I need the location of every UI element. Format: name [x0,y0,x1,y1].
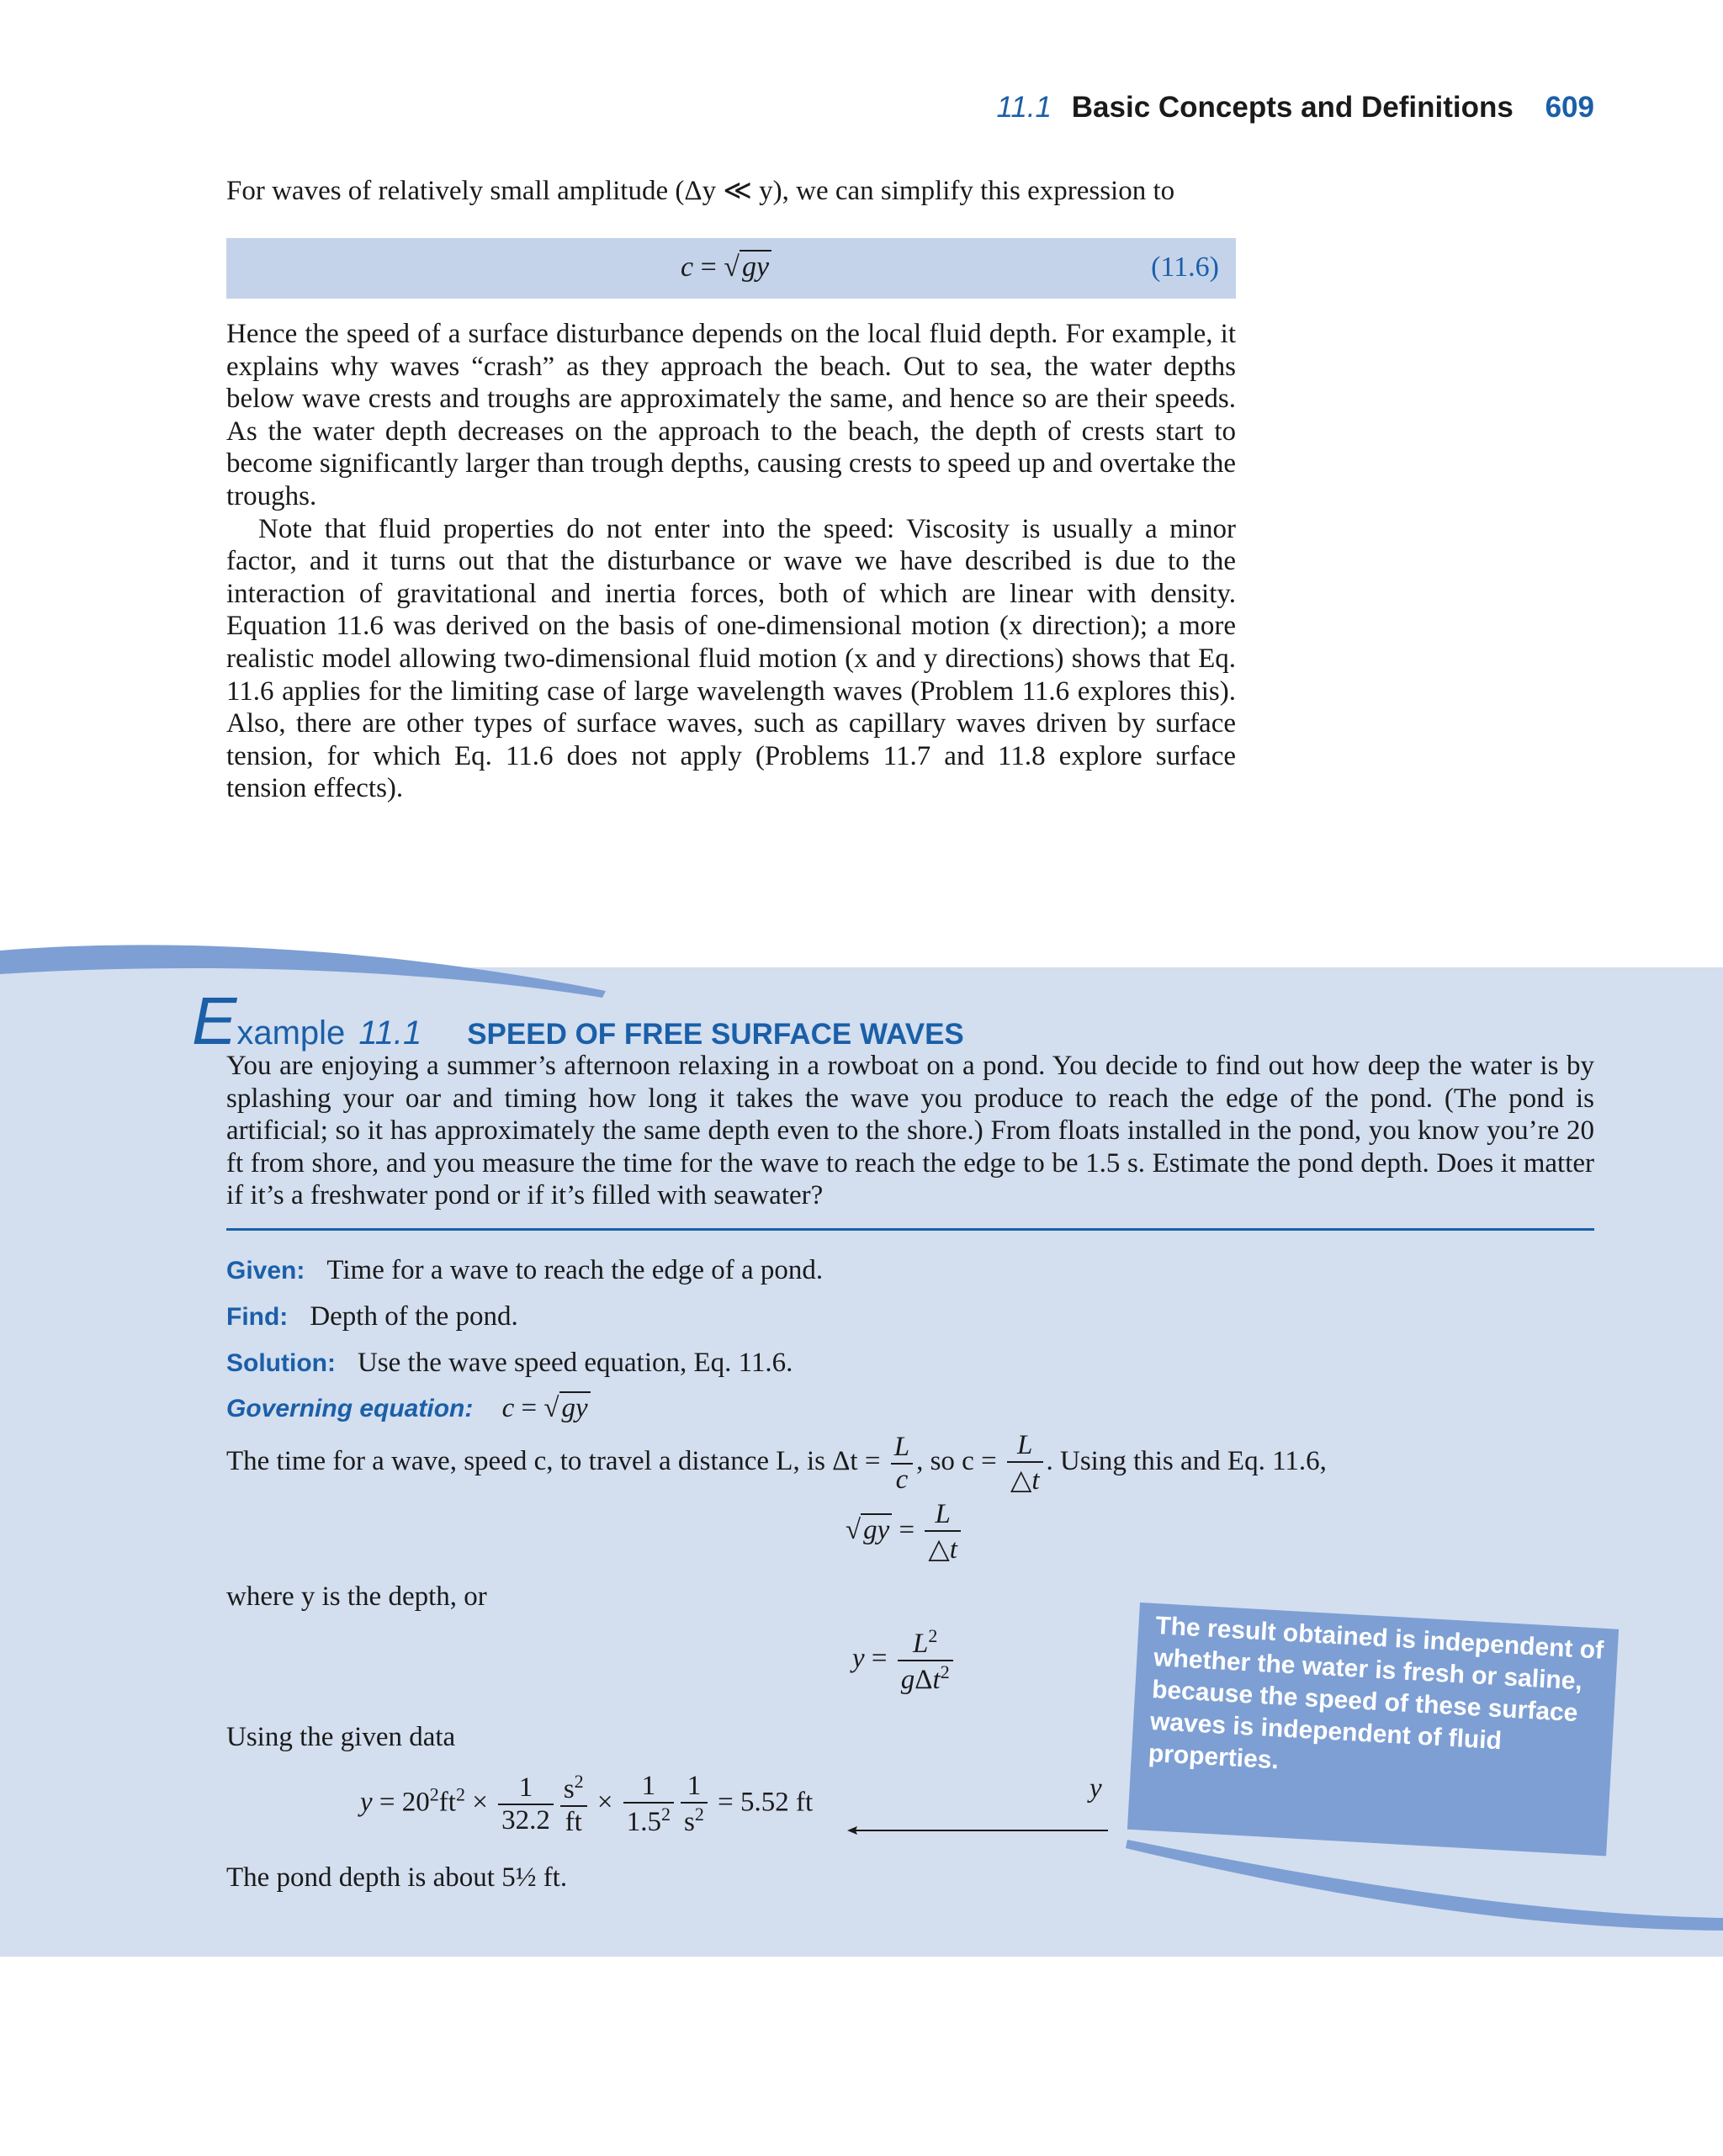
section-title: Basic Concepts and Definitions [1071,91,1514,124]
paragraph: Note that fluid properties do not enter into the speed: Viscosity is usually a minor factor, and it turns out that the disturbance or wave we have described is due to the interaction of gravitational and inertia forces, both of which are linear with density. Equation 11.6 was derived on the basis of one-dimensional motion (x direction); a more realistic model allowing two-dimensional fluid motion (x and y directions) shows that Eq. 11.6 applies for the limiting case of large wavelength waves (Problem 11.6 explores this). Also, there are other types of surface waves, such as capillary waves driven by surface tension, for which Eq. 11.6 does not apply (Problems 11.7 and 11.8 explore surface tension effects). [226,513,1236,804]
body-paragraphs [226,318,1236,805]
where-text: where y is the depth, or [226,1581,487,1612]
equation-sqrt-gy: √gy = $\frac{L}{\triangle t}$ [846,1499,964,1565]
callout-text: The result obtained is independent of whether the water is fresh or saline, because the speed of these surface waves is independent of fluid properties. [1148,1612,1604,1775]
conclusion-text: The pond depth is about 5½ ft. [226,1862,568,1893]
equation-box [226,238,1236,299]
paragraph: Hence the speed of a surface disturbance depends on the local fluid depth. For example, it explains why waves “crash” as they approach the beach. Out to sea, the water depths below wave crests and troughs are approximately the same, and hence so are their speeds. As the water depth decreases on the approach to the beach, the depth of crests start to become significantly larger than trough depths, causing crests to speed up and overtake the troughs. [226,319,1236,511]
section-number: 11.1 [996,91,1052,124]
given-line: Given: Time for a wave to reach the edge of a pond. [226,1255,824,1285]
solution-label: Solution: [226,1349,336,1377]
time-sentence: The time for a wave, speed c, to travel a distance L, is Δt = $\frac{L}{c}$ , so c = $\frac{L}{\triangle t}$ . Using this and Eq. 11.6, [226,1430,1327,1496]
example-big-letter: E [192,983,237,1058]
arrow-label: y [1089,1773,1102,1804]
intro-line: For waves of relatively small amplitude (Δy ≪ y), we can simplify this expression to [226,176,1175,206]
example-word: xample [236,1014,346,1052]
using-text: Using the given data [226,1722,456,1752]
page-number: 609 [1545,91,1594,124]
equation-calculation: $y = 20^2ft^2$ × $\frac{1}{32.2}$ $\frac{s^2}{ft}$ × $\frac{1}{1.5^2}$ $\frac{1}{s^2}$ = 5.52 ft [360,1771,814,1837]
equation-number: (11.6) [1151,252,1219,283]
sqrt-expression: √gy [724,252,771,283]
find-line: Find: Depth of the pond. [226,1301,518,1332]
equation-11-6: c = √gy [681,252,771,283]
governing-label: Governing equation: [226,1395,474,1422]
equation-depth: y = $\frac{L^2}{g\Delta t^2}$ [852,1625,957,1696]
callout-note [1127,1602,1619,1856]
solution-line: Solution: Use the wave speed equation, Eq. 11.6. [226,1348,793,1378]
divider [226,1228,1594,1231]
example-heading [192,983,964,1060]
fraction-L-over-c: $\frac{L}{c}$ [891,1432,913,1496]
result-arrow [846,1805,1115,1847]
find-label: Find: [226,1303,289,1331]
fraction-L-over-dt: $\frac{L}{\triangle t}$ [1007,1430,1043,1496]
governing-line: Governing equation: c = √gy [226,1393,591,1424]
example-number: 11.1 [358,1014,422,1052]
running-header [997,91,1595,124]
example-title: SPEED OF FREE SURFACE WAVES [467,1018,964,1051]
problem-statement: You are enjoying a summer’s afternoon relaxing in a rowboat on a pond. You decide to find out how deep the water is by splashing your oar and timing how long it takes the wave you produce to reach the edge of the pond. (The pond is artificial; so it has approximately the same depth even to the shore.) From floats installed in the pond, you know you’re 20 ft from shore, and you measure the time for the wave to reach the edge to be 1.5 s. Estimate the pond depth. Does it matter if it’s a freshwater pond or if it’s filled with seawater? [226,1051,1594,1211]
decorative-swoosh-bottom [1119,1830,1723,1964]
given-label: Given: [226,1257,305,1285]
